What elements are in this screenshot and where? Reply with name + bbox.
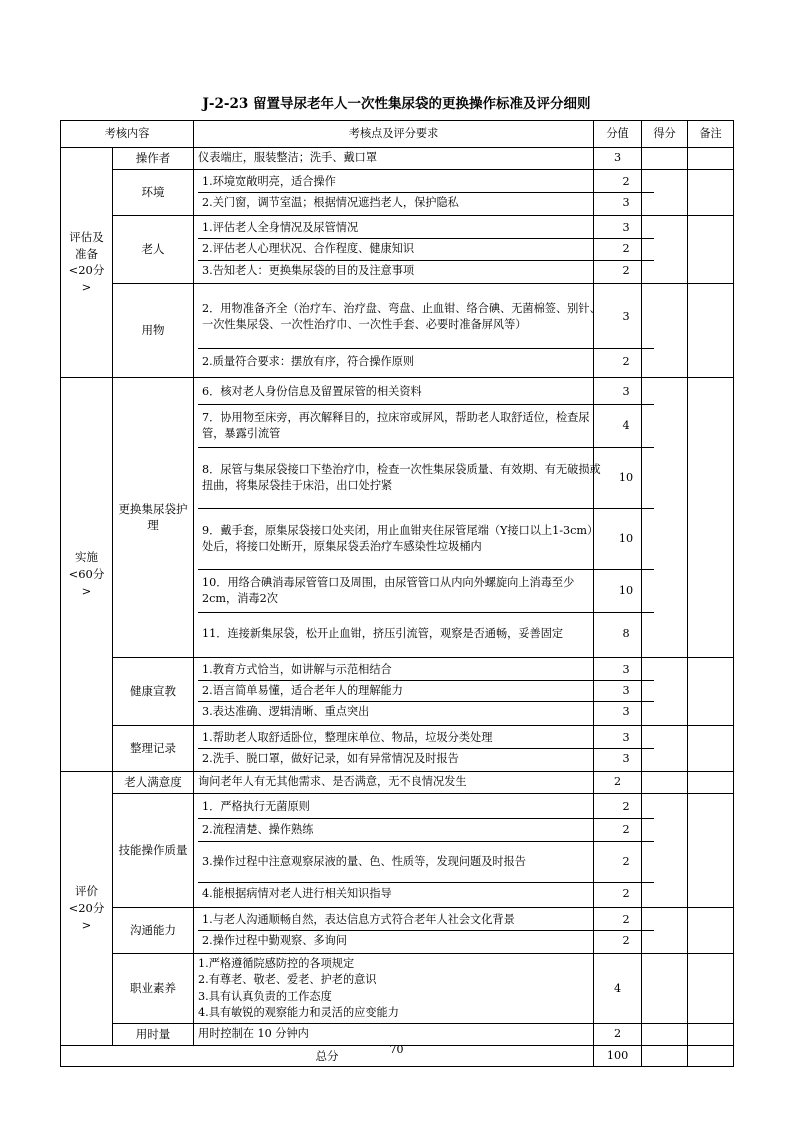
row-obtained[interactable] <box>642 1024 688 1046</box>
row-criteria <box>194 148 594 170</box>
row-score-group <box>594 283 642 377</box>
row-score: 3 <box>598 660 654 681</box>
table-row <box>61 283 734 377</box>
table-row <box>61 169 734 215</box>
row-score: 4 <box>594 954 642 1024</box>
row-remark[interactable] <box>688 954 734 1024</box>
row-obtained[interactable] <box>642 907 688 953</box>
row-score: 10 <box>598 508 654 569</box>
row-score: 3 <box>598 286 654 349</box>
criteria-line: 4.具有敏锐的观察能力和灵活的应变能力 <box>198 1005 399 1019</box>
row-remark[interactable] <box>688 216 734 284</box>
row-score: 3 <box>598 728 654 749</box>
section-category-2: 评价<20分> <box>61 772 113 1046</box>
criteria-line: 1.帮助老人取舒适卧位，整理床单位、物品，垃圾分类处理 <box>198 728 606 749</box>
row-score: 2 <box>598 818 654 841</box>
row-criteria-group <box>194 377 601 657</box>
criteria-line: 1.教育方式恰当，如讲解与示范相结合 <box>198 660 606 681</box>
criteria-line: 11．连接新集尿袋，松开止血钳，挤压引流管，观察是否通畅，妥善固定 <box>198 612 606 655</box>
header-criteria: 考核点及评分要求 <box>194 121 594 148</box>
criteria-line: 询问老年人有无其他需求、是否满意，无不良情况发生 <box>198 775 467 789</box>
criteria-line: 9．戴手套，原集尿袋接口处夹闭，用止血钳夹住尿管尾端（Y接口以上1-3cm）处后，将接口处断开，原集尿袋丢治疗车感染性垃圾桶内 <box>198 508 606 569</box>
row-remark[interactable] <box>688 772 734 794</box>
table-row <box>61 954 734 1024</box>
row-score: 10 <box>598 569 654 612</box>
criteria-line: 4.能根据病情对老人进行相关知识指导 <box>198 882 606 905</box>
row-remark[interactable] <box>688 377 734 657</box>
assessment-table <box>60 120 734 1067</box>
criteria-line: 2.操作过程中勤观察、多询问 <box>198 930 606 951</box>
criteria-line: 2．用物准备齐全（治疗车、治疗盘、弯盘、止血钳、络合碘、无菌棉签、别针、一次性集尿袋、一次性治疗巾、一次性手套、必要时准备屏风等） <box>198 286 606 349</box>
row-criteria <box>194 772 594 794</box>
criteria-line: 1.与老人沟通顺畅自然，表达信息方式符合老年人社会文化背景 <box>198 910 606 931</box>
criteria-line: 2.流程清楚、操作熟练 <box>198 818 606 841</box>
criteria-line: 2.语言简单易懂，适合老年人的理解能力 <box>198 681 606 702</box>
table-row <box>61 793 734 907</box>
row-obtained[interactable] <box>642 793 688 907</box>
row-criteria-group <box>194 793 594 907</box>
criteria-line: 2.评估老人心理状况、合作程度、健康知识 <box>198 239 606 260</box>
row-obtained[interactable] <box>642 169 688 215</box>
criteria-line: 1.严格遵循院感防控的各项规定 <box>198 957 355 971</box>
row-item-label: 更换集尿袋护理 <box>113 377 194 657</box>
row-obtained[interactable] <box>642 657 688 725</box>
row-item-label: 技能操作质量 <box>113 793 194 907</box>
criteria-line: 3.具有认真负责的工作态度 <box>198 989 332 1003</box>
row-score: 10 <box>598 447 654 508</box>
criteria-line: 3.告知老人：更换集尿袋的目的及注意事项 <box>198 260 606 281</box>
table-row <box>61 772 734 794</box>
row-score: 3 <box>598 702 654 723</box>
row-item-label: 老人满意度 <box>113 772 194 794</box>
row-obtained[interactable] <box>642 377 688 657</box>
row-score: 2 <box>598 348 654 375</box>
criteria-line: 1.环境宽敞明亮，适合操作 <box>198 172 598 193</box>
row-criteria-group <box>194 216 594 284</box>
row-obtained[interactable] <box>642 148 688 170</box>
row-obtained[interactable] <box>642 283 688 377</box>
row-criteria <box>194 954 594 1024</box>
total-score: 100 <box>594 1045 642 1067</box>
row-remark[interactable] <box>688 907 734 953</box>
row-remark[interactable] <box>688 283 734 377</box>
header-category: 考核内容 <box>61 121 194 148</box>
row-criteria <box>194 1024 594 1046</box>
criteria-line: 10．用络合碘消毒尿管管口及周围，由尿管管口从内向外螺旋向上消毒至少2cm，消毒2次 <box>198 569 606 612</box>
total-label: 总分 <box>61 1045 594 1067</box>
row-score: 3 <box>598 192 654 213</box>
row-obtained[interactable] <box>642 772 688 794</box>
row-score: 4 <box>598 404 654 447</box>
row-score-group <box>594 377 642 657</box>
page-number: 70 <box>389 1043 404 1056</box>
row-item-label: 沟通能力 <box>113 907 194 953</box>
criteria-line: 3.操作过程中注意观察尿液的量、色、性质等，发现问题及时报告 <box>198 841 606 882</box>
row-item-label: 用时量 <box>113 1024 194 1046</box>
criteria-line: 仪表端庄，服装整洁；洗手、戴口罩 <box>198 151 378 165</box>
row-score: 2 <box>598 796 654 819</box>
criteria-line: 2.质量符合要求：摆放有序，符合操作原则 <box>198 348 606 375</box>
header-obtained: 得分 <box>642 121 688 148</box>
criteria-line: 3.表达准确、逻辑清晰、重点突出 <box>198 702 606 723</box>
row-item-label: 健康宣教 <box>113 657 194 725</box>
row-score: 2 <box>594 1024 642 1046</box>
table-row <box>61 907 734 953</box>
criteria-line: 2.洗手、脱口罩，做好记录，如有异常情况及时报告 <box>198 748 606 769</box>
table-row <box>61 725 734 771</box>
criteria-line: 2.关门窗，调节室温；根据情况遮挡老人，保护隐私 <box>198 192 598 213</box>
row-score-group <box>594 216 642 284</box>
criteria-line: 7．协用物至床旁，再次解释目的，拉床帘或屏风，帮助老人取舒适位，检查尿管，暴露引流管 <box>198 404 606 447</box>
row-criteria-group <box>194 283 601 377</box>
row-remark[interactable] <box>688 1024 734 1046</box>
row-score-group <box>594 725 642 771</box>
row-score: 2 <box>598 260 654 281</box>
criteria-line: 2.有尊老、敬老、爱老、护老的意识 <box>198 973 377 987</box>
row-remark[interactable] <box>688 793 734 907</box>
row-remark[interactable] <box>688 148 734 170</box>
row-score-group <box>594 169 642 215</box>
row-criteria-group <box>194 725 594 771</box>
row-item-label: 操作者 <box>113 148 194 170</box>
row-score: 2 <box>598 882 654 905</box>
row-score: 3 <box>598 218 654 239</box>
row-score: 2 <box>594 772 642 794</box>
row-score: 2 <box>598 930 654 951</box>
row-item-label: 环境 <box>113 169 194 215</box>
table-header-row <box>61 121 734 148</box>
row-obtained[interactable] <box>642 216 688 284</box>
row-item-label: 职业素养 <box>113 954 194 1024</box>
row-score: 2 <box>598 172 654 193</box>
row-score: 3 <box>598 380 654 405</box>
row-obtained[interactable] <box>642 954 688 1024</box>
row-score: 2 <box>598 239 654 260</box>
row-item-label: 整理记录 <box>113 725 194 771</box>
row-obtained[interactable] <box>642 725 688 771</box>
criteria-line: 1．严格执行无菌原则 <box>198 796 606 819</box>
section-category-0: 评估及准备<20分> <box>61 148 113 378</box>
section-category-1: 实施<60分> <box>61 377 113 771</box>
criteria-line: 用时控制在 10 分钟内 <box>198 1027 309 1041</box>
page-title: J-2-23 留置导尿老年人一次性集尿袋的更换操作标准及评分细则 <box>202 96 591 112</box>
table-row <box>61 1024 734 1046</box>
row-item-label: 用物 <box>113 283 194 377</box>
table-row <box>61 148 734 170</box>
row-score: 2 <box>598 910 654 931</box>
row-score: 3 <box>598 681 654 702</box>
row-criteria-group <box>194 169 594 215</box>
header-remark: 备注 <box>688 121 734 148</box>
row-remark[interactable] <box>688 725 734 771</box>
row-item-label: 老人 <box>113 216 194 284</box>
row-score-group <box>594 793 642 907</box>
row-score-group <box>594 657 642 725</box>
criteria-line: 1.评估老人全身情况及尿管情况 <box>198 218 606 239</box>
table-row <box>61 657 734 725</box>
row-score: 8 <box>598 612 654 655</box>
criteria-line: 6．核对老人身份信息及留置尿管的相关资料 <box>198 380 606 405</box>
table-row <box>61 377 734 657</box>
row-score: 2 <box>598 841 654 882</box>
row-score: 3 <box>594 148 642 170</box>
row-remark[interactable] <box>688 657 734 725</box>
table-row <box>61 216 734 284</box>
row-score: 3 <box>598 748 654 769</box>
row-score-group <box>594 907 642 953</box>
row-criteria-group <box>194 907 594 953</box>
row-criteria-group <box>194 657 594 725</box>
header-score: 分值 <box>594 121 642 148</box>
row-remark[interactable] <box>688 169 734 215</box>
criteria-line: 8．尿管与集尿袋接口下垫治疗巾，检查一次性集尿袋质量、有效期、有无破损或扭曲，将集尿袋挂于床沿，出口处拧紧 <box>198 447 606 508</box>
